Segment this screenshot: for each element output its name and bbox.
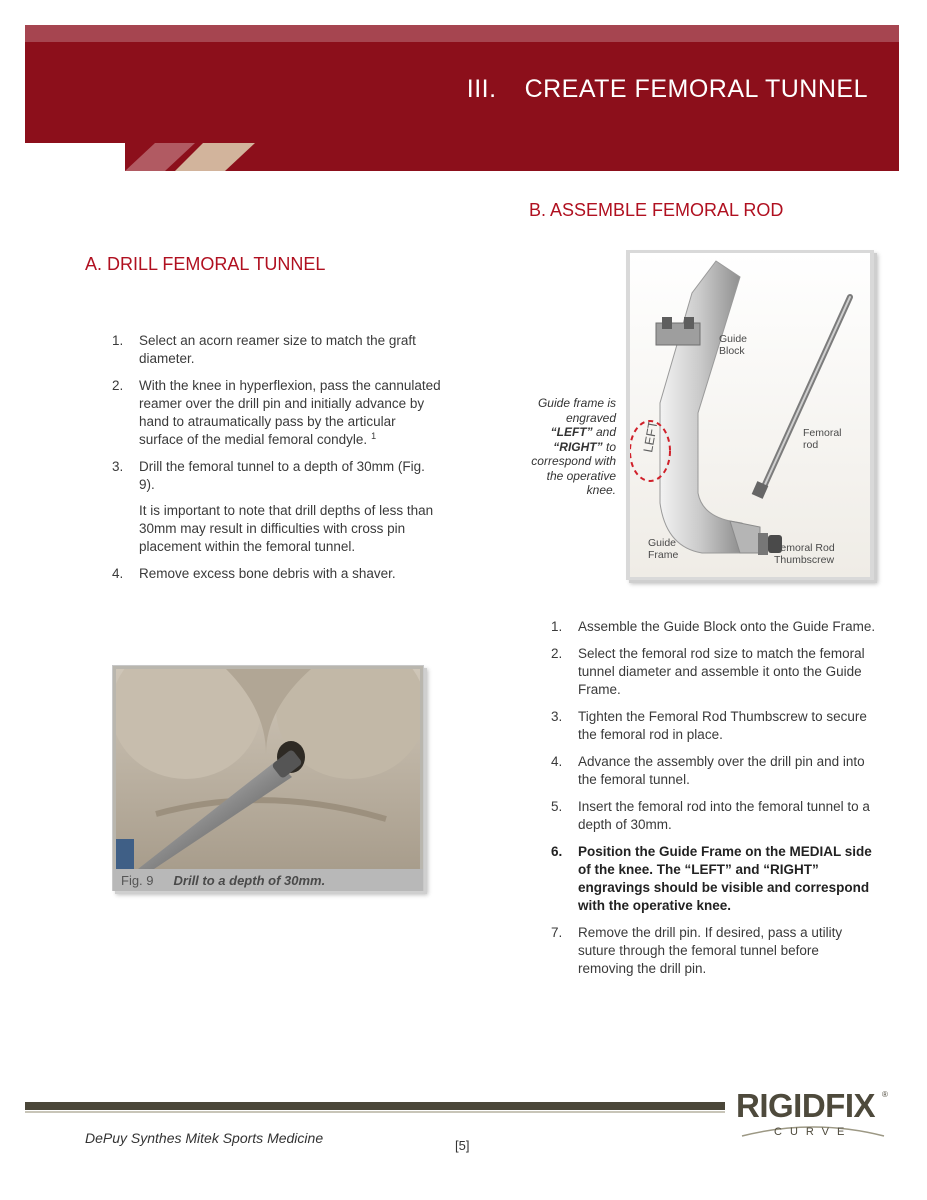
step-note: It is important to note that drill depths of less than 30mm may result in difficulties with cross pin placement within the femoral tunnel. bbox=[139, 503, 434, 554]
step-text: Remove excess bone debris with a shaver. bbox=[139, 566, 396, 581]
figure-9 bbox=[112, 665, 424, 891]
note-text: to correspond with the operative knee. bbox=[531, 439, 616, 497]
femoral-rod-figure bbox=[626, 250, 874, 580]
note-right: “RIGHT” bbox=[553, 439, 603, 454]
page-title bbox=[467, 75, 868, 104]
step-number: 6. bbox=[551, 844, 563, 859]
logo-main-text: RIGIDFIX bbox=[736, 1087, 876, 1124]
label-guide-frame: Guide Frame bbox=[648, 537, 679, 561]
section-b-steps bbox=[551, 618, 876, 987]
reference-superscript: 1 bbox=[371, 430, 377, 441]
section-number: III. bbox=[466, 75, 497, 103]
engraving-text: LEFT bbox=[640, 419, 661, 454]
list-item bbox=[551, 843, 876, 915]
step-number: 7. bbox=[551, 925, 563, 940]
section-a-title: A. DRILL FEMORAL TUNNEL bbox=[85, 254, 326, 274]
list-item bbox=[112, 458, 442, 556]
footer-bar-thin bbox=[25, 1111, 725, 1113]
footer-company: DePuy Synthes Mitek Sports Medicine bbox=[85, 1130, 324, 1146]
step-text: Drill the femoral tunnel to a depth of 30mm (Fig. 9). bbox=[139, 459, 425, 492]
step-number: 5. bbox=[551, 799, 563, 814]
step-text: With the knee in hyperflexion, pass the cannulated reamer over the drill pin and initially advance by hand to atraumatically pass by the articular surface of the medial femoral condyle. bbox=[139, 378, 441, 447]
logo-registered: ® bbox=[882, 1090, 888, 1099]
section-b-title: B. ASSEMBLE FEMORAL ROD bbox=[529, 200, 784, 220]
label-thumbscrew: Femoral Rod Thumbscrew bbox=[774, 542, 835, 566]
step-text: Select the femoral rod size to match the femoral tunnel diameter and assemble it onto the Guide Frame. bbox=[578, 646, 865, 697]
step-text: Tighten the Femoral Rod Thumbscrew to secure the femoral rod in place. bbox=[578, 709, 867, 742]
list-item bbox=[551, 753, 876, 789]
note-text: Guide frame is engraved bbox=[537, 396, 616, 425]
step-number: 4. bbox=[112, 566, 124, 581]
rigidfix-logo bbox=[734, 1086, 894, 1142]
step-text: Advance the assembly over the drill pin and into the femoral tunnel. bbox=[578, 754, 865, 787]
section-title-text: CREATE FEMORAL TUNNEL bbox=[524, 75, 868, 103]
figure-caption-text: Drill to a depth of 30mm. bbox=[173, 873, 326, 888]
step-number: 3. bbox=[551, 709, 563, 724]
list-item bbox=[112, 377, 442, 449]
step-text: Position the Guide Frame on the MEDIAL side of the knee. The “LEFT” and “RIGHT” engravings should be visible and correspond with the operative knee. bbox=[578, 844, 872, 913]
step-number: 1. bbox=[112, 333, 124, 348]
list-item bbox=[551, 645, 876, 699]
figure-9-caption bbox=[113, 869, 423, 891]
list-item bbox=[112, 332, 442, 368]
step-number: 2. bbox=[551, 646, 563, 661]
step-number: 2. bbox=[112, 378, 124, 393]
label-femoral-rod: Femoral rod bbox=[803, 427, 842, 451]
guide-frame-illustration bbox=[630, 253, 870, 577]
list-item bbox=[551, 798, 876, 834]
list-item bbox=[551, 924, 876, 978]
figure-label: Fig. 9 bbox=[121, 873, 154, 888]
note-text: and bbox=[595, 425, 616, 439]
step-text: Assemble the Guide Block onto the Guide Frame. bbox=[578, 619, 876, 634]
list-item bbox=[112, 565, 442, 583]
step-text: Insert the femoral rod into the femoral tunnel to a depth of 30mm. bbox=[578, 799, 870, 832]
header-notch bbox=[25, 143, 125, 171]
knee-drill-illustration bbox=[116, 669, 420, 869]
header-banner bbox=[25, 25, 899, 171]
section-a-steps bbox=[112, 332, 442, 592]
list-item bbox=[551, 708, 876, 744]
header-stripe bbox=[25, 25, 899, 42]
guide-frame-note bbox=[530, 396, 616, 498]
step-number: 3. bbox=[112, 459, 124, 474]
footer-bar bbox=[25, 1102, 725, 1110]
step-number: 1. bbox=[551, 619, 563, 634]
step-number: 4. bbox=[551, 754, 563, 769]
page-number: [5] bbox=[455, 1138, 470, 1153]
list-item bbox=[551, 618, 876, 636]
note-left: “LEFT” bbox=[550, 425, 593, 439]
logo-sub-text: CURVE bbox=[774, 1126, 853, 1138]
label-guide-block: Guide Block bbox=[719, 333, 748, 357]
step-text: Select an acorn reamer size to match the graft diameter. bbox=[139, 333, 416, 366]
step-text: Remove the drill pin. If desired, pass a utility suture through the femoral tunnel before removing the drill pin. bbox=[578, 925, 843, 976]
